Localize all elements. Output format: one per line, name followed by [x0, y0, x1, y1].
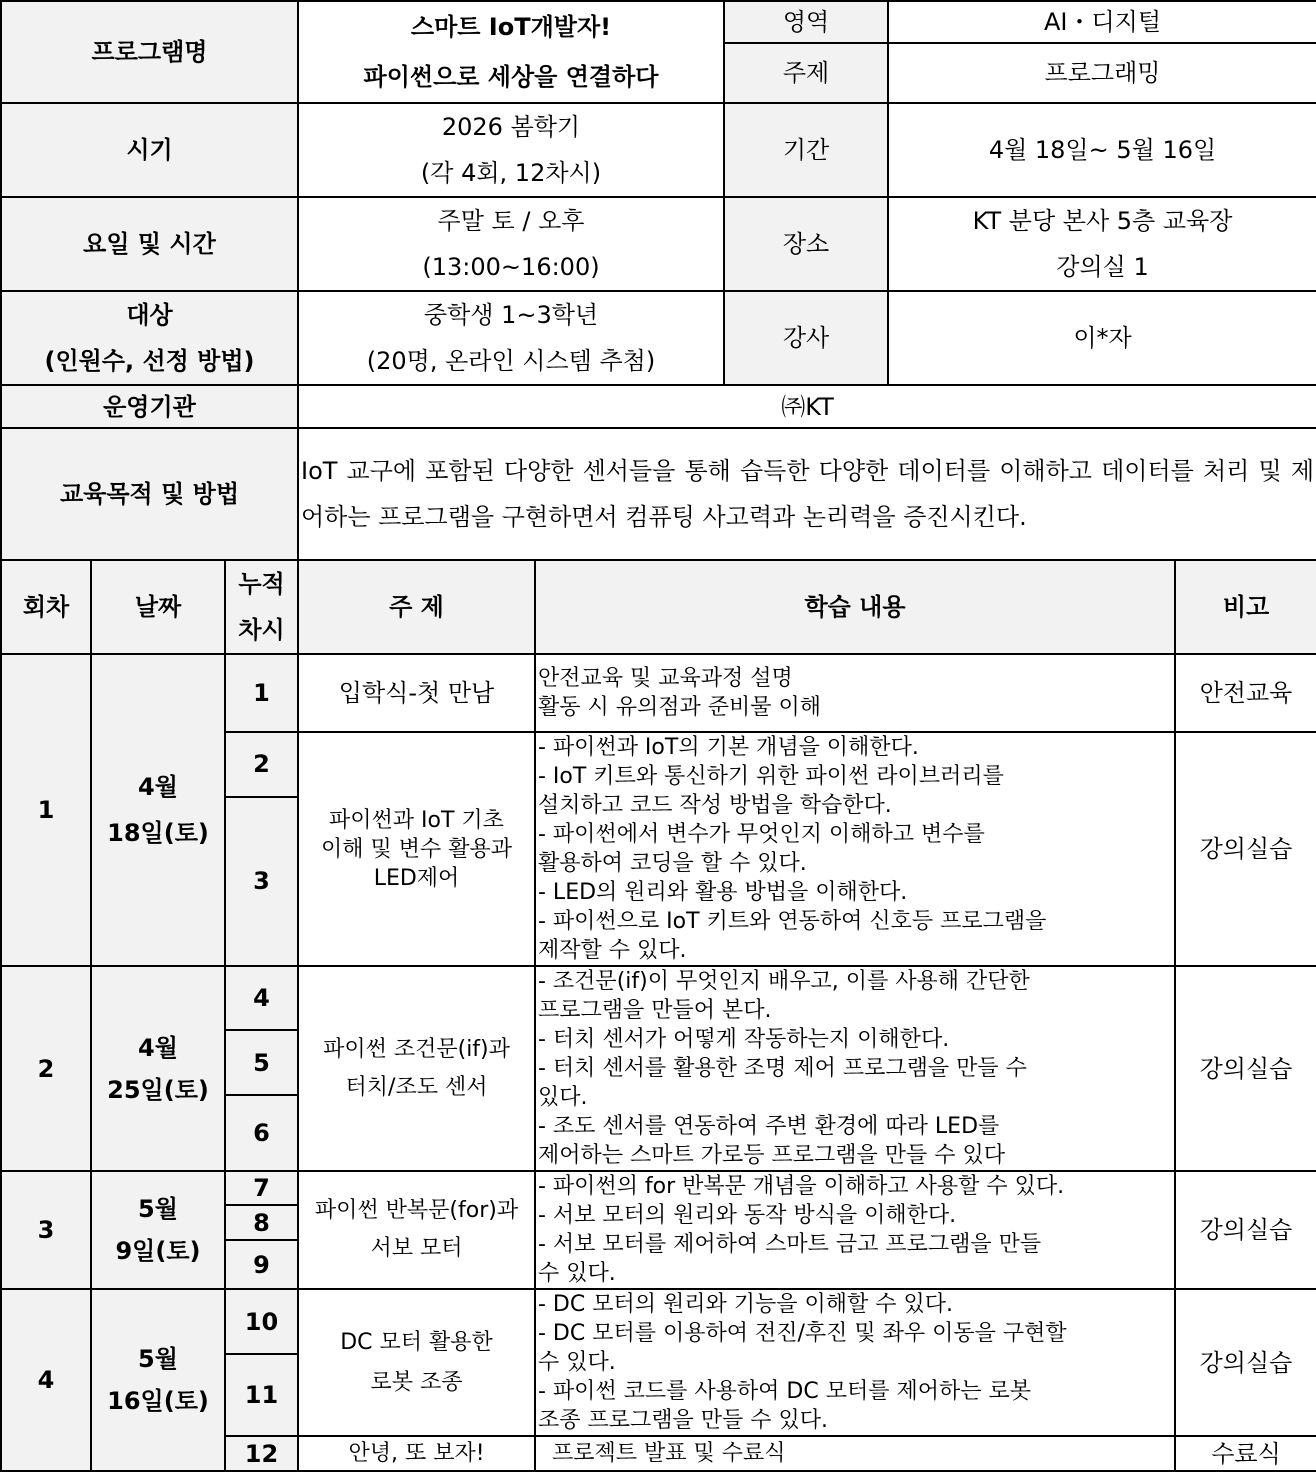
header-note: 비고 — [1175, 560, 1316, 654]
period-label: 시기 — [1, 103, 298, 197]
program-info-table — [0, 0, 1316, 561]
session-number: 3 — [1, 1171, 91, 1289]
period-number: 9 — [225, 1240, 298, 1289]
period-number: 6 — [225, 1095, 298, 1171]
session-number: 2 — [1, 966, 91, 1171]
content: 프로젝트 발표 및 수료식 — [535, 1436, 1175, 1471]
place-label: 장소 — [724, 197, 888, 291]
time-label: 요일 및 시간 — [1, 197, 298, 291]
content: - 파이썬의 for 반복문 개념을 이해하고 사용할 수 있다. - 서보 모터의 원리와 동작 방식을 이해한다. - 서보 모터를 제어하여 스마트 금고 프로그램을 만들 수 있다. — [535, 1171, 1175, 1289]
topic: 파이썬 조건문(if)과 터치/조도 센서 — [298, 966, 535, 1171]
note: 안전교육 — [1175, 654, 1316, 732]
period-number: 8 — [225, 1205, 298, 1240]
subject-value: 프로그래밍 — [888, 43, 1316, 103]
period-number: 12 — [225, 1436, 298, 1471]
period-number: 2 — [225, 732, 298, 797]
goal-value: IoT 교구에 포함된 다양한 센서들을 통해 습득한 다양한 데이터를 이해하고 데이터를 처리 및 제어하는 프로그램을 구현하면서 컴퓨팅 사고력과 논리력을 증진시킨다. — [298, 428, 1316, 560]
duration-label: 기간 — [724, 103, 888, 197]
period-number: 1 — [225, 654, 298, 732]
time-value: 주말 토 / 오후 (13:00~16:00) — [298, 197, 724, 291]
schedule-header-row — [1, 560, 1316, 654]
note: 수료식 — [1175, 1436, 1316, 1471]
header-session: 회차 — [1, 560, 91, 654]
organization-label: 운영기관 — [1, 385, 298, 428]
instructor-value: 이*자 — [888, 291, 1316, 385]
period-number: 10 — [225, 1289, 298, 1354]
header-topic: 주 제 — [298, 560, 535, 654]
topic: 파이썬 반복문(for)과 서보 모터 — [298, 1171, 535, 1289]
session-date: 5월 9일(토) — [91, 1171, 225, 1289]
period-number: 5 — [225, 1030, 298, 1095]
content: - 조건문(if)이 무엇인지 배우고, 이를 사용해 간단한 프로그램을 만들어 본다. - 터치 센서가 어떻게 작동하는지 이해한다. - 터치 센서를 활용한 조명 제어 프로그램을 만들 수 있다. - 조도 센서를 연동하여 주변 환경에 따라 LED를 제어하는 스마트 가로등 프로그램을 만들 수 있다 — [535, 966, 1175, 1171]
session-date: 5월 16일(토) — [91, 1289, 225, 1471]
topic: 입학식-첫 만남 — [298, 654, 535, 732]
table-row — [1, 1171, 1316, 1205]
schedule-table — [0, 559, 1316, 1472]
content: - DC 모터의 원리와 기능을 이해할 수 있다. - DC 모터를 이용하여 전진/후진 및 좌우 이동을 구현할 수 있다. - 파이썬 코드를 사용하여 DC 모터를 제어하는 로봇 조종 프로그램을 만들 수 있다. — [535, 1289, 1175, 1436]
note: 강의실습 — [1175, 1289, 1316, 1436]
topic: DC 모터 활용한 로봇 조종 — [298, 1289, 535, 1436]
topic: 파이썬과 IoT 기초 이해 및 변수 활용과 LED제어 — [298, 732, 535, 966]
content: 안전교육 및 교육과정 설명 활동 시 유의점과 준비물 이해 — [535, 654, 1175, 732]
note: 강의실습 — [1175, 732, 1316, 966]
table-row — [1, 966, 1316, 1030]
period-value: 2026 봄학기 (각 4회, 12차시) — [298, 103, 724, 197]
period-number: 3 — [225, 797, 298, 966]
table-row — [1, 1289, 1316, 1354]
header-date: 날짜 — [91, 560, 225, 654]
session-date: 4월 18일(토) — [91, 654, 225, 966]
area-value: AI・디지털 — [888, 1, 1316, 43]
subject-label: 주제 — [724, 43, 888, 103]
session-date: 4월 25일(토) — [91, 966, 225, 1171]
content: - 파이썬과 IoT의 기본 개념을 이해한다. - IoT 키트와 통신하기 위한 파이썬 라이브러리를 설치하고 코드 작성 방법을 학습한다. - 파이썬에서 변수가 무엇인지 이해하고 변수를 활용하여 코딩을 할 수 있다. - LED의 원리와 활용 방법을 이해한다. - 파이썬으로 IoT 키트와 연동하여 신호등 프로그램을 제작할 수 있다. — [535, 732, 1175, 966]
header-content: 학습 내용 — [535, 560, 1175, 654]
area-label: 영역 — [724, 1, 888, 43]
instructor-label: 강사 — [724, 291, 888, 385]
goal-label: 교육목적 및 방법 — [1, 428, 298, 560]
place-value: KT 분당 본사 5층 교육장 강의실 1 — [888, 197, 1316, 291]
duration-value: 4월 18일~ 5월 16일 — [888, 103, 1316, 197]
program-name-label: 프로그램명 — [1, 1, 298, 103]
target-label: 대상 (인원수, 선정 방법) — [1, 291, 298, 385]
program-name-value: 스마트 IoT개발자! 파이썬으로 세상을 연결하다 — [298, 1, 724, 103]
target-value: 중학생 1~3학년 (20명, 온라인 시스템 추첨) — [298, 291, 724, 385]
session-number: 1 — [1, 654, 91, 966]
topic: 안녕, 또 보자! — [298, 1436, 535, 1471]
period-number: 7 — [225, 1171, 298, 1205]
header-cumulative-period: 누적 차시 — [225, 560, 298, 654]
note: 강의실습 — [1175, 966, 1316, 1171]
organization-value: ㈜KT — [298, 385, 1316, 428]
note: 강의실습 — [1175, 1171, 1316, 1289]
period-number: 4 — [225, 966, 298, 1030]
table-row — [1, 654, 1316, 732]
session-number: 4 — [1, 1289, 91, 1471]
period-number: 11 — [225, 1354, 298, 1436]
